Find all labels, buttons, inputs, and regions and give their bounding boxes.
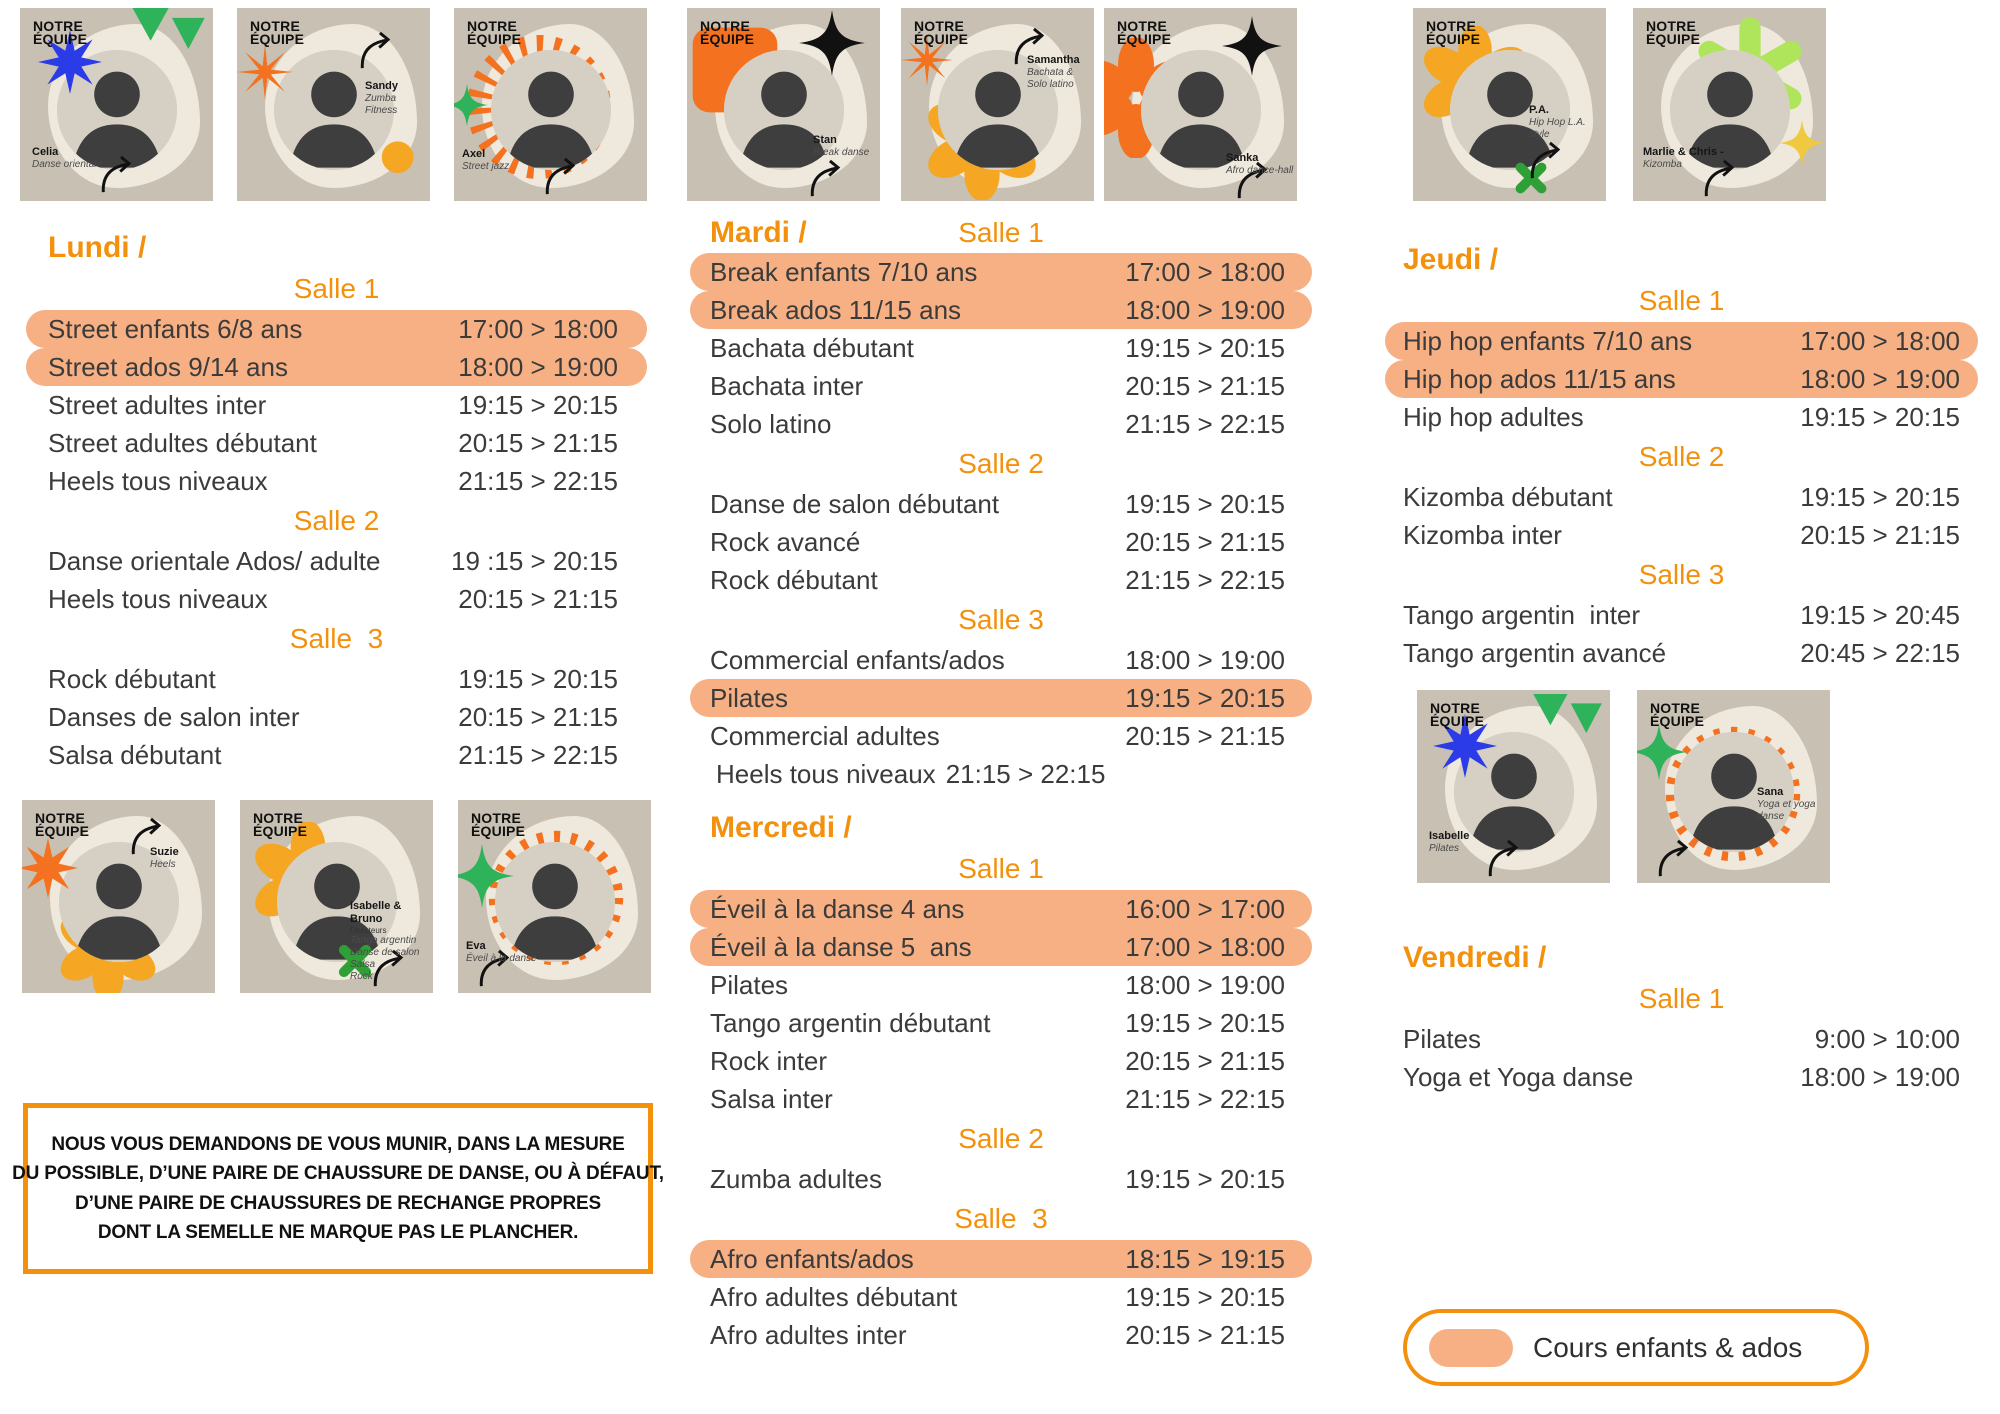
class-time: 20:15 > 21:15 xyxy=(1125,1045,1285,1076)
class-time: 19:15 > 20:15 xyxy=(1125,682,1285,713)
team-card-celia xyxy=(20,8,213,201)
instructor-specialty-line: Pilates xyxy=(1429,843,1460,855)
day-vendredi xyxy=(1385,938,1978,1096)
brand-line: NOTRE xyxy=(1650,700,1700,716)
schedule-row xyxy=(690,561,1312,599)
team-card-axel xyxy=(454,8,647,201)
schedule-row xyxy=(26,698,647,736)
schedule-row xyxy=(26,660,647,698)
schedule-row xyxy=(26,462,647,500)
brand-logo xyxy=(700,20,754,47)
class-time: 21:15 > 22:15 xyxy=(1125,1083,1285,1114)
instructor-name: Sana xyxy=(1757,786,1784,798)
salle-header: Salle 2 xyxy=(293,505,380,536)
team-card-suzie xyxy=(22,800,215,993)
day-mardi xyxy=(690,213,1312,793)
brand-logo xyxy=(471,812,525,839)
class-time: 19:15 > 20:15 xyxy=(1125,1007,1285,1038)
class-time: 20:15 > 21:15 xyxy=(1125,370,1285,401)
instructor-label xyxy=(1429,830,1469,855)
instructor-name: Isabelle & Bruno xyxy=(350,900,402,926)
brand-line: NOTRE xyxy=(1426,18,1476,34)
day-title-row xyxy=(690,808,1312,848)
instructor-specialty xyxy=(350,935,433,982)
star4-icon xyxy=(799,10,865,76)
class-name: Street adultes inter xyxy=(48,389,267,420)
schedule-row xyxy=(690,523,1312,561)
team-card-sandy xyxy=(237,8,430,201)
instructor-name: Celia xyxy=(32,146,59,158)
class-time: 19:15 > 20:15 xyxy=(1125,1163,1285,1194)
instructor-label xyxy=(1226,152,1293,177)
class-time: 21:15 > 22:15 xyxy=(458,739,618,770)
brand-line: NOTRE xyxy=(33,18,83,34)
instructor-specialty-line: Danse de salon xyxy=(350,947,420,959)
class-name: Bachata débutant xyxy=(710,332,914,363)
class-name: Hip hop adultes xyxy=(1403,401,1584,432)
brand-line: ÉQUIPE xyxy=(914,31,969,48)
instructor-label xyxy=(1529,104,1606,141)
tri-icon xyxy=(1527,694,1605,772)
notice-line: DU POSSIBLE, D’UNE PAIRE DE CHAUSSURE DE DANSE, OU À DÉFAUT, xyxy=(12,1163,664,1185)
brand-logo xyxy=(914,20,968,47)
day-title: Mardi / xyxy=(710,216,807,249)
instructor-name: Isabelle xyxy=(1429,830,1470,842)
legend-label: Cours enfants & ados xyxy=(1533,1331,1803,1363)
star4-icon xyxy=(1779,120,1825,166)
class-name: Rock avancé xyxy=(710,526,861,557)
class-time: 19:15 > 20:15 xyxy=(1125,1281,1285,1312)
instructor-specialty-line: Yoga et yoga danse xyxy=(1757,799,1816,822)
schedule-row xyxy=(690,291,1312,329)
class-name: Danses de salon inter xyxy=(48,701,300,732)
class-time: 18:00 > 19:00 xyxy=(1125,969,1285,1000)
schedule-row xyxy=(1385,1020,1978,1058)
instructor-label xyxy=(466,940,537,965)
class-name: Salsa débutant xyxy=(48,739,222,770)
day-title: Vendredi / xyxy=(1403,941,1547,974)
notice-line: NOUS VOUS DEMANDONS DE VOUS MUNIR, DANS LA MESURE xyxy=(51,1133,625,1155)
day-title: Jeudi / xyxy=(1403,243,1499,276)
instructor-label xyxy=(462,148,509,173)
class-name: Street ados 9/14 ans xyxy=(48,351,288,382)
brand-line: ÉQUIPE xyxy=(1430,713,1485,730)
class-time: 19:15 > 20:15 xyxy=(1125,332,1285,363)
brand-line: NOTRE xyxy=(1646,18,1696,34)
salle-header: Salle 3 xyxy=(954,1203,1048,1234)
team-card-pa xyxy=(1413,8,1606,201)
instructor-name: Eva xyxy=(466,940,486,952)
instructor-specialty-line: Éveil à la danse xyxy=(466,953,537,965)
brand-line: NOTRE xyxy=(35,810,85,826)
schedule-row xyxy=(26,348,647,386)
instructor-specialty-line: Bachata & xyxy=(1027,67,1074,79)
schedule-row xyxy=(1385,478,1978,516)
instructor-name: Samantha xyxy=(1027,54,1080,66)
class-name: Afro adultes inter xyxy=(710,1319,907,1350)
schedule-row xyxy=(690,679,1312,717)
schedule-row xyxy=(1385,634,1978,672)
class-time: 18:00 > 19:00 xyxy=(1800,1061,1960,1092)
class-name: Pilates xyxy=(710,969,789,1000)
schedule-row xyxy=(690,717,1312,755)
salle-header: Salle 2 xyxy=(958,448,1044,479)
schedule-row xyxy=(690,641,1312,679)
day-title-row xyxy=(1385,240,1978,280)
day-lundi xyxy=(26,228,647,774)
class-name: Tango argentin débutant xyxy=(710,1007,991,1038)
salle-header: Salle 2 xyxy=(1638,441,1725,472)
legend xyxy=(1403,1309,1869,1386)
class-time: 19:15 > 20:15 xyxy=(1125,488,1285,519)
brand-logo xyxy=(1646,20,1700,47)
brand-logo xyxy=(35,812,89,839)
class-name: Rock débutant xyxy=(710,564,878,595)
instructor-specialty-line: Break danse xyxy=(813,147,870,159)
class-name: Pilates xyxy=(710,682,789,713)
instructor-specialty xyxy=(32,159,102,171)
instructor-specialty xyxy=(462,161,509,173)
class-name: Zumba adultes xyxy=(710,1163,882,1194)
star4-icon xyxy=(1637,724,1687,780)
class-time: 20:15 > 21:15 xyxy=(458,701,618,732)
class-name: Yoga et Yoga danse xyxy=(1403,1061,1634,1092)
curved-arrow-icon xyxy=(1483,838,1527,882)
class-time: 21:15 > 22:15 xyxy=(458,465,618,496)
brand-logo xyxy=(467,20,521,47)
brand-logo xyxy=(1117,20,1171,47)
instructor-specialty-line: Zumba Fitness xyxy=(365,93,398,116)
schedule-row xyxy=(1385,398,1978,436)
class-name: Afro adultes débutant xyxy=(710,1281,958,1312)
star8-icon xyxy=(22,838,78,898)
schedule-row xyxy=(690,329,1312,367)
brand-line: ÉQUIPE xyxy=(471,823,526,840)
instructor-specialty xyxy=(1027,67,1080,91)
star4-icon xyxy=(458,844,514,908)
notice-box xyxy=(12,1103,664,1274)
class-time: 17:00 > 18:00 xyxy=(1125,256,1285,287)
curved-arrow-icon xyxy=(805,158,849,201)
brand-line: ÉQUIPE xyxy=(253,823,308,840)
schedule-row xyxy=(690,755,1312,793)
brand-logo xyxy=(250,20,304,47)
instructor-specialty-line: Rock xyxy=(350,970,373,982)
salle-header: Salle 3 xyxy=(958,604,1044,635)
class-name: Break enfants 7/10 ans xyxy=(710,256,978,287)
brand-line: ÉQUIPE xyxy=(700,31,755,48)
brand-logo xyxy=(1430,702,1484,729)
instructor-label xyxy=(150,846,179,871)
day-title-row xyxy=(26,228,647,268)
class-time: 18:00 > 19:00 xyxy=(1125,644,1285,675)
schedule-row xyxy=(1385,516,1978,554)
legend-swatch xyxy=(1429,1329,1513,1367)
class-name: Pilates xyxy=(1403,1023,1482,1054)
instructor-specialty xyxy=(1757,799,1830,823)
schedule-row xyxy=(690,1004,1312,1042)
curved-arrow-icon xyxy=(540,156,584,200)
schedule-row xyxy=(690,253,1312,291)
schedule-row xyxy=(690,966,1312,1004)
class-name: Salsa inter xyxy=(710,1083,833,1114)
class-name: Heels tous niveaux xyxy=(48,465,268,496)
team-card-isabelle xyxy=(1417,690,1610,883)
instructor-specialty xyxy=(1226,165,1293,177)
schedule-row xyxy=(26,310,647,348)
class-name: Afro enfants/ados xyxy=(710,1243,914,1274)
class-name: Bachata inter xyxy=(710,370,864,401)
brand-line: ÉQUIPE xyxy=(250,31,305,48)
class-name: Commercial adultes xyxy=(710,720,940,751)
instructor-label xyxy=(350,900,433,983)
schedule-row xyxy=(26,542,647,580)
instructor-label xyxy=(1643,146,1724,171)
class-name: Rock inter xyxy=(710,1045,828,1076)
class-time: 21:15 > 22:15 xyxy=(945,758,1106,789)
brand-line: ÉQUIPE xyxy=(33,31,88,48)
instructor-specialty xyxy=(813,147,869,159)
class-name: Danse de salon débutant xyxy=(710,488,1000,519)
class-name: Hip hop enfants 7/10 ans xyxy=(1403,325,1693,356)
class-time: 19:15 > 20:15 xyxy=(1800,481,1960,512)
class-time: 18:00 > 19:00 xyxy=(458,351,618,382)
salle-header: Salle 1 xyxy=(958,853,1044,884)
schedule-row xyxy=(26,580,647,618)
instructor-specialty xyxy=(1429,843,1469,855)
brand-line: NOTRE xyxy=(253,810,303,826)
instructor-name: Sanka xyxy=(1226,152,1259,164)
day-title: Lundi / xyxy=(48,231,147,264)
brand-line: ÉQUIPE xyxy=(1117,31,1172,48)
instructor-name: Suzie xyxy=(150,846,179,858)
salle-header: Salle 3 xyxy=(289,623,384,654)
salle-header: Salle 2 xyxy=(958,1123,1044,1154)
burst-icon xyxy=(237,44,293,100)
day-mercredi xyxy=(690,808,1312,1354)
class-time: 19 :15 > 20:15 xyxy=(451,545,618,576)
brand-logo xyxy=(253,812,307,839)
class-name: Break ados 11/15 ans xyxy=(710,294,962,325)
class-name: Heels tous niveaux xyxy=(716,758,936,789)
brand-line: NOTRE xyxy=(914,18,964,34)
instructor-label xyxy=(1757,786,1830,823)
salle-header: Salle 1 xyxy=(1638,285,1725,316)
curved-arrow-icon xyxy=(96,154,140,198)
brand-logo xyxy=(1650,702,1704,729)
class-time: 20:15 > 21:15 xyxy=(1800,519,1960,550)
schedule-row xyxy=(690,928,1312,966)
curved-arrow-icon xyxy=(1653,838,1697,882)
schedule-row xyxy=(1385,322,1978,360)
class-time: 20:15 > 21:15 xyxy=(1125,526,1285,557)
schedule-row xyxy=(690,1240,1312,1278)
brand-line: NOTRE xyxy=(471,810,521,826)
class-time: 17:00 > 18:00 xyxy=(1800,325,1960,356)
schedule-row xyxy=(690,405,1312,443)
class-name: Kizomba inter xyxy=(1403,519,1562,550)
instructor-specialty-line: Solo latino xyxy=(1027,78,1074,90)
schedule-row xyxy=(1385,1058,1978,1096)
star4-icon xyxy=(454,84,488,126)
notice-line: D’UNE PAIRE DE CHAUSSURES DE RECHANGE PROPRES xyxy=(75,1192,601,1214)
curved-arrow-icon xyxy=(355,30,399,74)
salle-header: Salle 1 xyxy=(958,217,1044,248)
instructor-specialty xyxy=(1643,159,1724,171)
salle-header: Salle 1 xyxy=(1638,983,1725,1014)
class-name: Éveil à la danse 5 ans xyxy=(710,931,972,962)
instructor-specialty xyxy=(150,859,179,871)
instructor-name: Sandy xyxy=(365,80,399,92)
class-time: 20:15 > 21:15 xyxy=(458,583,618,614)
class-name: Rock débutant xyxy=(48,663,216,694)
instructor-specialty-line: Street jazz xyxy=(462,161,510,173)
salle-header: Salle 1 xyxy=(293,273,380,304)
team-card-marlie-chris xyxy=(1633,8,1826,201)
curved-arrow-icon xyxy=(1525,140,1569,184)
brand-line: ÉQUIPE xyxy=(467,31,522,48)
class-time: 20:15 > 21:15 xyxy=(1125,1319,1285,1350)
team-card-samantha xyxy=(901,8,1094,201)
class-name: Tango argentin avancé xyxy=(1403,637,1667,668)
class-time: 18:15 > 19:15 xyxy=(1125,1243,1285,1274)
brand-logo xyxy=(1426,20,1480,47)
instructor-name: Axel xyxy=(462,148,486,160)
team-card-eva xyxy=(458,800,651,993)
team-card-isabelle-bruno xyxy=(240,800,433,993)
team-card-sana xyxy=(1637,690,1830,883)
schedule-row xyxy=(690,1160,1312,1198)
day-title-row xyxy=(1385,938,1978,978)
brand-line: NOTRE xyxy=(700,18,750,34)
class-time: 18:00 > 19:00 xyxy=(1800,363,1960,394)
team-card-sanka xyxy=(1104,8,1297,201)
instructor-name: Marlie & Chris - xyxy=(1643,146,1724,158)
class-time: 20:15 > 21:15 xyxy=(458,427,618,458)
class-name: Heels tous niveaux xyxy=(48,583,268,614)
schedule-row xyxy=(690,1278,1312,1316)
class-time: 19:15 > 20:15 xyxy=(458,663,618,694)
brand-line: ÉQUIPE xyxy=(1646,31,1701,48)
class-name: Solo latino xyxy=(710,408,832,439)
brand-line: NOTRE xyxy=(250,18,300,34)
day-jeudi xyxy=(1385,240,1978,672)
class-time: 17:00 > 18:00 xyxy=(458,313,618,344)
brand-line: NOTRE xyxy=(1430,700,1480,716)
instructor-specialty xyxy=(1529,117,1606,141)
class-time: 19:15 > 20:15 xyxy=(1800,401,1960,432)
brand-line: ÉQUIPE xyxy=(1650,713,1705,730)
schedule-row xyxy=(690,485,1312,523)
class-time: 9:00 > 10:00 xyxy=(1814,1023,1960,1054)
notice-line: DONT LA SEMELLE NE MARQUE PAS LE PLANCHER. xyxy=(97,1221,579,1243)
brand-line: NOTRE xyxy=(467,18,517,34)
class-time: 18:00 > 19:00 xyxy=(1125,294,1285,325)
tri-icon xyxy=(126,8,208,90)
instructor-specialty-line: Heels xyxy=(150,859,176,871)
schedule-row xyxy=(690,1080,1312,1118)
instructor-specialty-line: Salsa xyxy=(350,958,376,970)
class-name: Éveil à la danse 4 ans xyxy=(710,893,965,924)
instructor-specialty xyxy=(466,953,537,965)
star4-icon xyxy=(1222,16,1282,76)
class-name: Hip hop ados 11/15 ans xyxy=(1403,363,1676,394)
schedule-row xyxy=(690,1316,1312,1354)
instructor-label xyxy=(365,80,430,117)
class-time: 19:15 > 20:15 xyxy=(458,389,618,420)
class-name: Street adultes débutant xyxy=(48,427,317,458)
schedule-row xyxy=(690,1042,1312,1080)
class-name: Commercial enfants/ados xyxy=(710,644,1005,675)
class-time: 16:00 > 17:00 xyxy=(1125,893,1285,924)
class-name: Danse orientale Ados/ adulte xyxy=(48,545,381,576)
schedule-row xyxy=(26,736,647,774)
class-name: Tango argentin inter xyxy=(1403,599,1641,630)
instructor-specialty-line: Hip Hop L.A. style xyxy=(1529,117,1586,140)
schedule-row xyxy=(26,424,647,462)
day-title: Mercredi / xyxy=(710,811,852,844)
team-card-stan xyxy=(687,8,880,201)
class-time: 19:15 > 20:45 xyxy=(1800,599,1960,630)
instructor-subtitle: Directeurs xyxy=(350,926,387,936)
instructor-specialty-line: Tango argentin xyxy=(350,935,417,947)
instructor-name: Stan xyxy=(813,134,837,146)
class-name: Street enfants 6/8 ans xyxy=(48,313,303,344)
class-time: 20:15 > 21:15 xyxy=(1125,720,1285,751)
schedule-row xyxy=(26,386,647,424)
brand-logo xyxy=(33,20,87,47)
brand-line: NOTRE xyxy=(1117,18,1167,34)
salle-header: Salle 3 xyxy=(1638,559,1725,590)
instructor-label xyxy=(1027,54,1080,91)
brand-line: ÉQUIPE xyxy=(1426,31,1481,48)
schedule-row xyxy=(1385,596,1978,634)
instructor-name: P.A. xyxy=(1529,104,1549,116)
instructor-specialty-line: Kizomba xyxy=(1643,159,1682,171)
day-title-row xyxy=(690,213,1312,253)
brand-line: ÉQUIPE xyxy=(35,823,90,840)
schedule-row xyxy=(690,367,1312,405)
class-name: Kizomba débutant xyxy=(1403,481,1613,512)
instructor-label xyxy=(32,146,102,171)
class-time: 21:15 > 22:15 xyxy=(1125,564,1285,595)
schedule-row xyxy=(690,890,1312,928)
instructor-specialty xyxy=(365,93,430,117)
class-time: 21:15 > 22:15 xyxy=(1125,408,1285,439)
class-time: 20:45 > 22:15 xyxy=(1800,637,1960,668)
instructor-specialty-line: Danse orientale xyxy=(32,159,103,171)
instructor-specialty-line: Afro dance-hall xyxy=(1226,165,1294,177)
class-time: 17:00 > 18:00 xyxy=(1125,931,1285,962)
schedule-row xyxy=(1385,360,1978,398)
instructor-label xyxy=(813,134,869,159)
